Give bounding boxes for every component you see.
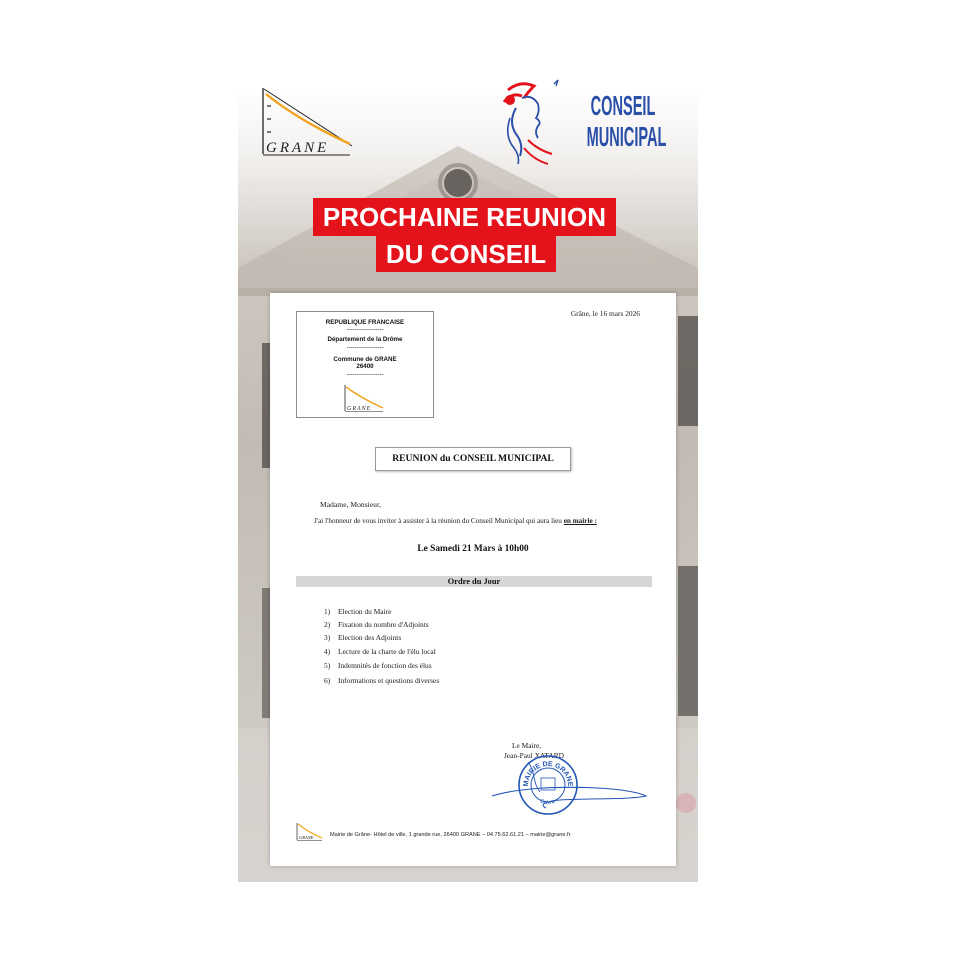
separator: ------------------ <box>346 344 384 351</box>
invitation-location: en mairie : <box>563 517 597 525</box>
conseil-municipal-heading <box>586 90 667 152</box>
conseil-word: CONSEIL <box>590 90 656 121</box>
agenda-item: 5) Indemnités de fonction des élus <box>324 661 432 670</box>
postal-code: 26400 <box>356 363 374 370</box>
agenda-heading: Ordre du Jour <box>296 576 652 587</box>
window-right-lower <box>678 566 698 716</box>
letterhead-box <box>296 311 434 418</box>
footer-logo <box>296 822 324 842</box>
commune-label: Commune de GRANE <box>333 356 397 363</box>
invitation-text <box>314 517 597 525</box>
letter-date: Grâne, le 16 mars 2026 <box>570 309 640 318</box>
republique-label: REPUBLIQUE FRANCAISE <box>325 319 405 326</box>
agenda-item: 4) Lecture de la charte de l'élu local <box>324 647 436 656</box>
letter-title: REUNION du CONSEIL MUNICIPAL <box>375 447 571 471</box>
salutation: Madame, Monsieur, <box>320 500 382 509</box>
svg-text:GRANE: GRANE <box>299 835 314 840</box>
invitation-body: J'ai l'honneur de vous inviter à assister à la réunion du Conseil Municipal qui aura lieu <box>314 517 564 525</box>
window-right <box>678 316 698 426</box>
separator: ------------------ <box>346 326 384 333</box>
stamp-bottom-text: Drôme <box>539 798 557 807</box>
mayor-stamp <box>488 752 652 818</box>
departement-label: Département de la Drôme <box>327 336 403 343</box>
flowers <box>676 793 696 813</box>
svg-text:GRANE: GRANE <box>347 406 372 412</box>
svg-text:GRANE: GRANE <box>266 140 330 156</box>
meeting-datetime: Le Samedi 21 Mars à 10h00 <box>417 544 529 554</box>
marianne-logo <box>498 78 564 168</box>
banner-line-1: PROCHAINE REUNION <box>313 198 616 236</box>
oculus-window <box>444 169 472 197</box>
agenda-item: 1) Election du Maire <box>324 607 392 616</box>
stamp-top-text: MAIRIE DE GRANE <box>522 760 574 787</box>
separator: ------------------ <box>346 371 384 378</box>
grane-logo <box>258 86 358 164</box>
footer-address: Mairie de Grâne- Hôtel de ville, 1 grande rue, 26400 GRANE – 04.75.62.61.21 – mairie@grane.fr <box>330 832 571 838</box>
agenda-item: 6) Informations et questions diverses <box>324 676 440 685</box>
agenda-item: 3) Election des Adjoints <box>324 633 402 642</box>
grane-small-logo <box>343 384 387 414</box>
signature-role: Le Maire, <box>512 741 542 750</box>
signature-name: Jean-Paul XATARD <box>504 751 564 760</box>
agenda-item: 2) Fixation du nombre d'Adjoints <box>324 620 429 629</box>
banner-line-2: DU CONSEIL <box>376 236 556 272</box>
municipal-word: MUNICIPAL <box>586 121 667 152</box>
